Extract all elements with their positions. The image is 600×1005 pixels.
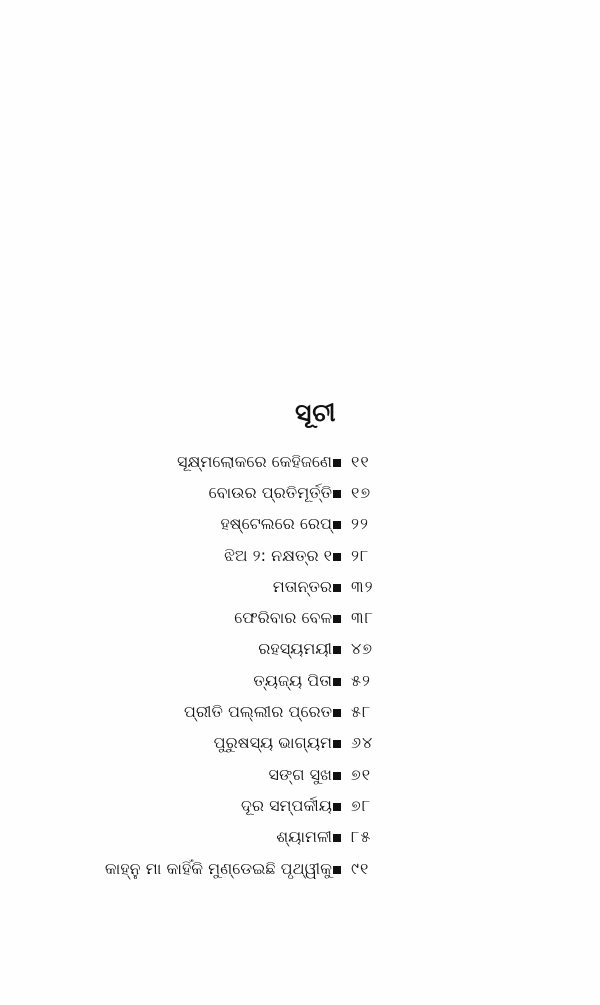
toc-entry-title: ଝିଅ ୨: ନକ୍ଷତ୍ର ୧ [224, 545, 332, 565]
list-item [0, 634, 600, 665]
square-bullet-icon [333, 772, 341, 780]
list-item [0, 822, 600, 853]
toc-entry-page: ୧୭ [351, 482, 372, 502]
toc-entry-title: କାହ୍ନୁ ମା କାହିଁକି ମୁଣ୍ଡେଇଛି ପୃଥ୍ୱୀକୁ [104, 858, 332, 878]
toc-entry-title: ପୁରୁଷସ୍ୟ ଭାଗ୍ୟମ [213, 733, 332, 753]
toc-entry-title: ଶ୍ୟାମଳୀ [276, 827, 332, 847]
toc-entry-title: ହଷ୍ଟେଲରେ ରେପ୍ [220, 514, 332, 534]
toc-entry-page: ୧୧ [351, 451, 370, 471]
square-bullet-icon [333, 834, 341, 842]
toc-entry-page: ୪୭ [351, 639, 374, 659]
toc-entry-page: ୨୮ [351, 545, 370, 565]
toc-entry-page: ୩୮ [351, 608, 374, 628]
square-bullet-icon [333, 490, 341, 498]
toc-entry-page: ୬୪ [351, 733, 374, 753]
toc-entry-page: ୮୫ [351, 827, 372, 847]
list-item [0, 540, 600, 571]
list-item [0, 602, 600, 633]
square-bullet-icon [333, 646, 341, 654]
square-bullet-icon [333, 740, 341, 748]
square-bullet-icon [333, 459, 341, 467]
square-bullet-icon [333, 803, 341, 811]
square-bullet-icon [333, 521, 341, 529]
toc-entry-title: ବୋଉର ପ୍ରତିମୂର୍ତ୍ତି [208, 482, 332, 502]
table-of-contents [0, 446, 600, 884]
toc-entry-title: ମତାନ୍ତର [272, 576, 332, 596]
toc-entry-title: ଫେରିବାର ବେଳ [234, 608, 332, 628]
list-item [0, 790, 600, 821]
list-item [0, 728, 600, 759]
toc-entry-page: ୩୨ [351, 576, 374, 596]
toc-entry-page: ୭୮ [351, 795, 372, 815]
square-bullet-icon [333, 678, 341, 686]
square-bullet-icon [333, 584, 341, 592]
square-bullet-icon [333, 866, 341, 874]
toc-entry-page: ୯୧ [351, 858, 370, 878]
list-item [0, 759, 600, 790]
toc-entry-title: ସଙ୍ଗ ସୁଖ [268, 764, 332, 784]
toc-entry-title: ପ୍ରୀତି ପଲ୍ଲୀର ପ୍ରେତ [183, 702, 332, 722]
list-item [0, 696, 600, 727]
toc-entry-page: ୨୨ [351, 514, 369, 534]
list-item [0, 571, 600, 602]
toc-entry-title: ଦୂର ସମ୍ପର୍କୀୟ [240, 795, 332, 815]
toc-entry-title: ରହସ୍ୟମୟୀ [258, 639, 332, 659]
list-item [0, 446, 600, 477]
square-bullet-icon [333, 553, 341, 561]
toc-entry-page: ୫୮ [351, 702, 372, 722]
list-item [0, 477, 600, 508]
list-item [0, 665, 600, 696]
list-item [0, 509, 600, 540]
square-bullet-icon [333, 709, 341, 717]
toc-entry-page: ୫୨ [351, 670, 371, 690]
list-item [0, 853, 600, 884]
toc-entry-page: ୭୧ [351, 764, 372, 784]
page-title: ସୂଚୀ [295, 398, 337, 427]
toc-entry-title: ସୂକ୍ଷ୍ମଲୋକରେ କେହିଜଣେ [177, 451, 332, 471]
square-bullet-icon [333, 615, 341, 623]
toc-entry-title: ତ୍ୟଜ୍ୟ ପିତା [253, 670, 332, 690]
